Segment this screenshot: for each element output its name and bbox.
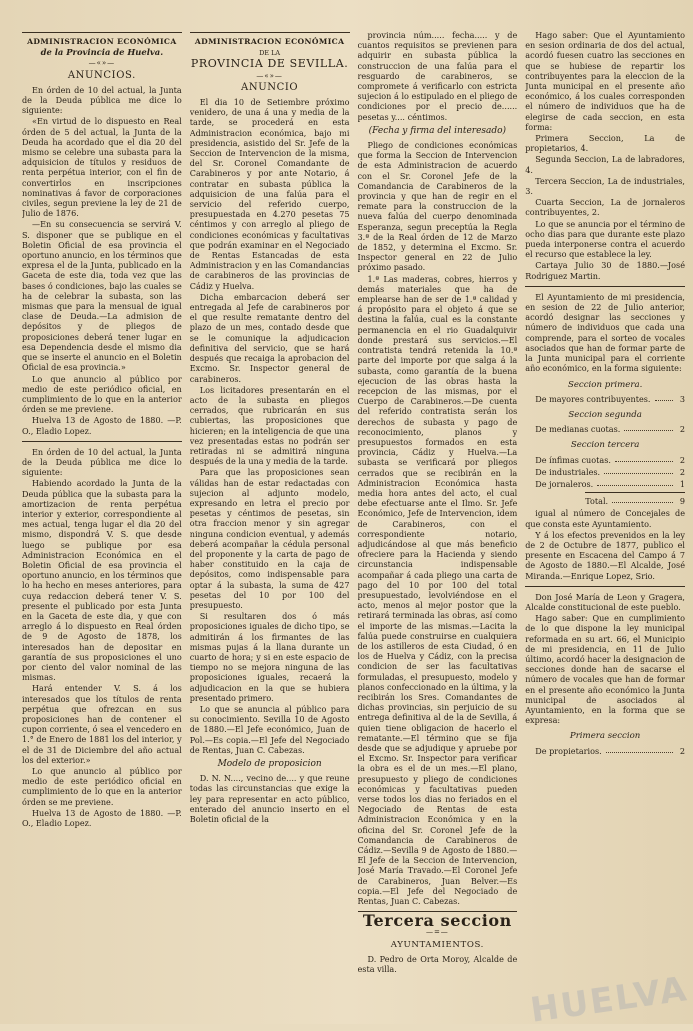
leader-dots	[655, 394, 674, 401]
paragraph: Tercera Seccion, La de industriales, 3.	[525, 175, 685, 197]
de-la-heading: DE LA	[259, 49, 281, 58]
row-value: 2	[679, 424, 685, 435]
signature: Huelva 13 de Agosto de 1880. —P. O., Eladio Lopez.	[22, 807, 182, 829]
top-rule	[190, 32, 350, 33]
section-heading: Seccion tercera	[570, 440, 640, 451]
row-label: De industriales.	[535, 466, 601, 477]
paragraph: Lo que se anuncia al público para su conocimiento. Sevilla 10 de Agosto de 1880.—El Jefe económico, Juan de Pol.—Es copia.—El Jefe del Negociado de Rentas, Juan C. Cabezas.	[189, 704, 350, 755]
leader-dots	[606, 746, 673, 753]
row-label: De medianas cuotas.	[535, 424, 621, 435]
admin-heading: ADMINISTRACION ECONÓMICA	[27, 37, 177, 46]
divider	[525, 286, 685, 287]
column-1	[22, 30, 182, 1014]
section-heading: Seccion primera.	[567, 379, 643, 390]
paragraph: Lo que anuncio al público por medio de este periódico oficial en cumplimiento de lo que en la anterior órden se me previene.	[22, 766, 182, 807]
section-heading: Primera seccion	[569, 731, 641, 742]
paragraph: 1.ª Las maderas, cobres, hierros y demás materiales que ha de emplearse han de ser de 1.ª calidad y á propósito para el objeto á que se destina la falúa, cual es la constante permanencia en el rio Guadalquivir donde prestará sus servicios.—El contratista tendrá retenida la 10.ª parte del importe por que salga á la subasta, como garantía de la buena ejecucion de las obras hasta la recepcion de las mismas, por el Cuerpo de Carabineros.—De cuenta del referido contratista serán los derechos de subasta y pago de reconocimiento, planos y presupuestos formados en esta provincia, Cádiz y Huelva.—La subasta se verificará por pliegos cerrados que se recibirán en la Administracion Económica hasta media hora antes del acto, el cual debe efectuarse ante el Ilmo. Sr. Jefe Económico, Jefe de Intervencion, idem de Carabineros, con el correspondiente notario, adjudicándose al que más beneficio ofreciere para la Hacienda y siendo circunstancia indispensable acompañar á cada pliego una carta de pago del 10 por 100 del total presupuestado, levolviéndose en el acto, menos al mejor postor que la retirará terminada las obras, así como el importe de las mismas.—Lacita la falúa puede construirse en cualquiera de los astilleros de esta Ciudad, ó en los de Huelva y Cádiz, con la precisa condicion de ser las facultativas formuladas, el presupuesto, modelo y planos confeccionado en la última, y la recibirán los Sres. Comandantes de dichas provincias, sin perjuicio de su entrega definitiva al de la de Sevilla, á quien tiene obligacion de hacerlo el rematante.—El término que se fija desde que se adjudique y apruebe por el Excmo. Sr. Inspector para verificar la obra es el de un mes.—El plano, presupuesto y pliego de condiciones económicas y facultativas pueden verse todos los dias no feriados en el Negociado de Rentas de esta Administracion Económica y en la oficina del Sr. Coronel Jefe de la Comandancia de Carabineros de Cádiz.—Sevilla 9 de Agosto de 1880.—El Jefe de la Seccion de Intervencion, José María Travado.—El Coronel Jefe de Carabineros, Juan Belver.—Es copia.—El Jefe del Negociado de Rentas, Juan C. Cabezas.	[357, 273, 518, 907]
paragraph: Lo que se anuncia por el término de ocho dias para que durante este plazo pueda interponerse contra el acuerdo el recurso que establece la ley.	[525, 218, 685, 260]
paragraph: Cuarta Seccion, La de jornaleros contribuyentes, 2.	[525, 197, 685, 218]
province-heading: de la Provincia de Huelva.	[40, 47, 164, 58]
column-4	[525, 30, 685, 1014]
paragraph: Hago saber: Que en cumplimiento de lo que dispone la ley municipal reformada en su art. 66, el Municipio de mi presidencia, en 11 de Julio último, acordó hacer la designacion de secciones donde han de sacarse el número de vocales que han de formar en el presente año económico la Junta municipal de asociados al Ayuntamiento, en la forma que se expresa:	[525, 613, 685, 726]
ayuntamientos-heading: AYUNTAMIENTOS.	[390, 939, 484, 950]
ornament: —«»—	[88, 59, 116, 68]
row-label: De mayores contribuyentes.	[535, 393, 651, 404]
paragraph: Pliego de condiciones económicas que forma la Seccion de Intervencion de esta Administracion de acuerdo con el Sr. Coronel Jefe de la Comandancia de Carabineros de la provincia y que han de regir en el remate para la construccion de la nueva falúa del cuerpo denominada Esperanza, segun preceptúa la Regla 3.ª de la Real órden de 12 de Marzo de 1852, y determina el Excmo. Sr. Inspector general en 22 de Julio próximo pasado.	[357, 140, 518, 273]
row-value: 2	[679, 454, 685, 465]
paragraph: Hará entender V. S. á los interesados que los títulos de renta perpétua que ofrezcan en sus proposiciones han de contener el cupon corriente, ó sea el vencedero en 1.° de Enero de 1881 los del interior, y el de 31 de Diciembre del año actual los del exterior.»	[22, 683, 182, 765]
paragraph: Lo que anuncio al público por medio de este periódico oficial, en cumplimiento de lo que en la anterior órden se me previene.	[22, 373, 182, 415]
paragraph: Hago saber: Que el Ayuntamiento en sesion ordinaria de dos del actual, acordó fuesen cuatro las secciones en que se hubiese de repartir los contribuyentes para la eleccion de la Junta municipal en el presente año económico, á los cuales corresponden el número de individuos que ha de elegirse de cada seccion, en esta forma:	[525, 30, 685, 132]
row-label: De jornaleros.	[535, 478, 594, 489]
row-label: De propietarios.	[535, 745, 602, 756]
top-rule	[22, 32, 182, 33]
paragraph: Habiendo acordado la Junta de la Deuda pública que la subasta para la amortizacion de renta perpétua interior y exterior, correspondiente al mes actual, tenga lugar el dia 20 del mismo, dispondrá V. S. que desde luego se publique por esa Administracion Económica en el Boletin Oficial de esa provincia el oportuno anuncio, en los términos que lo ha hecho en meses anteriores, para cuya redaccion deberá tener V. S. presente el publicado por esta Junta en la Gaceta de este dia, y que con arreglo á lo dispuesto en Real órden de 9 de Agosto de 1878, los interesados han de depositar en garantía de sus proposiciones el uno por ciento del valor nominal de las mismas.	[22, 478, 182, 683]
model-heading: Modelo de proposicion	[217, 759, 322, 770]
paragraph: Los licitadores presentarán en el acto de la subasta en pliegos cerrados, que rubricarán en sus cubiertas, las proposiciones que hicieren; en la inteligencia de que una vez presentadas estas no podrán ser retiradas ni se admitirá ninguna después de la una y media de la tarde.	[189, 384, 350, 467]
paragraph: Segunda Seccion, La de labradores, 4.	[525, 154, 685, 175]
ornament: —=—	[425, 928, 449, 937]
paragraph: igual al número de Concejales de que consta este Ayuntamiento.	[525, 508, 685, 529]
paragraph: Si resultaren dos ó más proposiciones iguales de dicho tipo, se admitirán á los firmantes de las mismas pujas á la llana durante un cuarto de hora; y si en este espacio de tiempo no se mejora ninguna de las proposiciones iguales, recaerá la adjudicacion en la que se hubiera presentado primero.	[189, 611, 350, 703]
tercera-seccion-heading: Tercera seccion	[362, 911, 512, 931]
row-value: 2	[679, 745, 685, 756]
row-value: 3	[679, 393, 685, 404]
column-3	[358, 30, 518, 1014]
paragraph: Dicha embarcacion deberá ser entregada al Jefe de carabineros por el que resulte rematante dentro del plazo de un mes, contado desde que se le comunique la adjudicacion definitiva del servicio, que se hará después que recaiga la aprobacion del Excmo. Sr. Inspector general de carabineros.	[189, 291, 350, 384]
section-heading: Seccion segunda	[568, 409, 642, 420]
list-item	[535, 394, 685, 404]
list-item	[535, 455, 685, 465]
anuncio-heading: ANUNCIO	[241, 81, 299, 93]
list-item	[535, 746, 685, 756]
paragraph: En órden de 10 del actual, la Junta de la Deuda pública me dice lo siguiente:	[22, 446, 182, 478]
paragraph: El Ayuntamiento de mi presidencia, en sesion de 22 de Julio anterior, acordó designar las secciones y número de individuos que cada una comprende, para el sorteo de vocales asociados que han de formar parte de la Junta municipal para el corriente año económico, en la forma siguiente:	[525, 291, 685, 374]
leader-dots	[604, 467, 673, 474]
paragraph: provincia núm..... fecha..... y de cuantos requisitos se previenen para adquirir en subasta pública la construccion de una falúa para el resguardo de carabineros, se compromete á verificarlo con estricta sujecion á lo estipulado en el pliego de condiciones por el precio de...... pesetas y.... céntimos.	[357, 30, 518, 122]
leader-dots	[612, 496, 673, 503]
row-label: De ínfimas cuotas.	[535, 454, 611, 465]
paragraph: El dia 10 de Setiembre próximo venidero, de una á una y media de la tarde, se procederá en esta Administracion económica, bajo mi presidencia, asistido del Sr. Jefe de la Seccion de Intervencion de la misma, del Sr. Coronel Comandante de Carabineros y por ante Notario, á contratar en subasta pública la adquisicion de una falúa para el servicio del referido cuerpo, presupuestada en 4.270 pesetas 75 céntimos y con arreglo al pliego de condiciones económicas y facultativas que podrán examinar en el Negociado de Rentas Estancadas de esta Administracion y en las Comandancias de carabineros de las provincias de Cádiz y Huelva.	[189, 97, 350, 291]
leader-dots	[624, 424, 673, 431]
paragraph: —En su consecuencia se servirá V. S. disponer que se publique en el Boletin Oficial de esa provincia el oportuno anuncio, en los términos que expresa el de la Junta, publicado en la Gaceta de este dia, toda vez que las bases ó condiciones, bajo las cuales se ha de celebrar la subasta, son las mismas que para la mensual de igual clase de Deuda.—La admision de depósitos y de pliegos de proposiciones deberá tener lugar en esa Dependencia desde el mismo dia que se inserte el anuncio en el Boletin Oficial de esa provincia.»	[22, 219, 182, 373]
signature: Huelva 13 de Agosto de 1880. —P. O., Eladio Lopez.	[22, 415, 182, 436]
row-value: 1	[679, 478, 685, 489]
list-item	[535, 467, 685, 477]
watermark-logo: HUELVA	[528, 969, 692, 1031]
admin-heading: ADMINISTRACION ECONÓMICA	[194, 37, 345, 46]
signature: Cartaya Julio 30 de 1880.—José Rodriguez Martin.	[525, 260, 685, 281]
fecha-heading: (Fecha y firma del interesado)	[368, 125, 507, 136]
paragraph: Don José María de Leon y Gragera, Alcalde constitucional de este pueblo.	[525, 591, 685, 612]
ornament: —«»—	[256, 71, 283, 80]
paragraph: D. Pedro de Orta Moroy, Alcalde de esta villa.	[357, 953, 518, 975]
paragraph: En órden de 10 del actual, la Junta de la Deuda pública me dice lo siguiente:	[22, 84, 182, 116]
total-label: Total.	[585, 496, 609, 507]
total-row	[585, 496, 685, 506]
total-value: 9	[679, 496, 685, 507]
anuncios-heading: ANUNCIOS.	[67, 69, 136, 81]
list-item	[535, 424, 685, 434]
divider	[525, 586, 685, 587]
leader-dots	[615, 455, 673, 462]
paragraph: Para que las proposiciones sean válidas han de estar redactadas con sujecion al adjunto modelo, expresando en letra el precio por pesetas y céntimos de pesetas, sin otra fraccion menor y sin agregar ninguna condicion eventual, y además deberá acompañar la cédula personal del proponente y la carta de pago de haber constituido en la caja de depósitos, como indispensable para optar á la subasta, la suma de 427 pesetas del 10 por 100 del presupuesto.	[189, 467, 350, 610]
paragraph: Y á los efectos prevenidos en la ley de 2 de Octubre de 1877, publico el presente en Escacena del Campo á 7 de Agosto de 1880.—El Alcalde, José Miranda.—Enrique Lopez, Srio.	[525, 529, 685, 581]
divider	[22, 441, 182, 442]
columns	[22, 30, 685, 1014]
column-2	[190, 30, 350, 1014]
row-value: 2	[679, 466, 685, 477]
list-item	[535, 479, 685, 489]
province-heading: PROVINCIA DE SEVILLA.	[190, 57, 349, 71]
total-rule	[585, 492, 685, 493]
leader-dots	[597, 479, 673, 486]
paragraph: D. N. N...., vecino de.... y que reune todas las circunstancias que exige la ley para representar en acto público, enterado del anuncio inserto en el Boletin oficial de la	[189, 773, 350, 825]
paragraph: Primera Seccion, La de propietarios, 4.	[525, 133, 685, 154]
paragraph: «En virtud de lo dispuesto en Real órden de 5 del actual, la Junta de la Deuda ha acordado que el dia 20 del mismo se celebre una subasta para la adquisicion de títulos y residuos de renta perpétua interior, con el fin de convertirlos en inscripciones nominativas á favor de corporaciones civiles, segun previene la ley de 21 de Julio de 1876.	[22, 116, 182, 219]
